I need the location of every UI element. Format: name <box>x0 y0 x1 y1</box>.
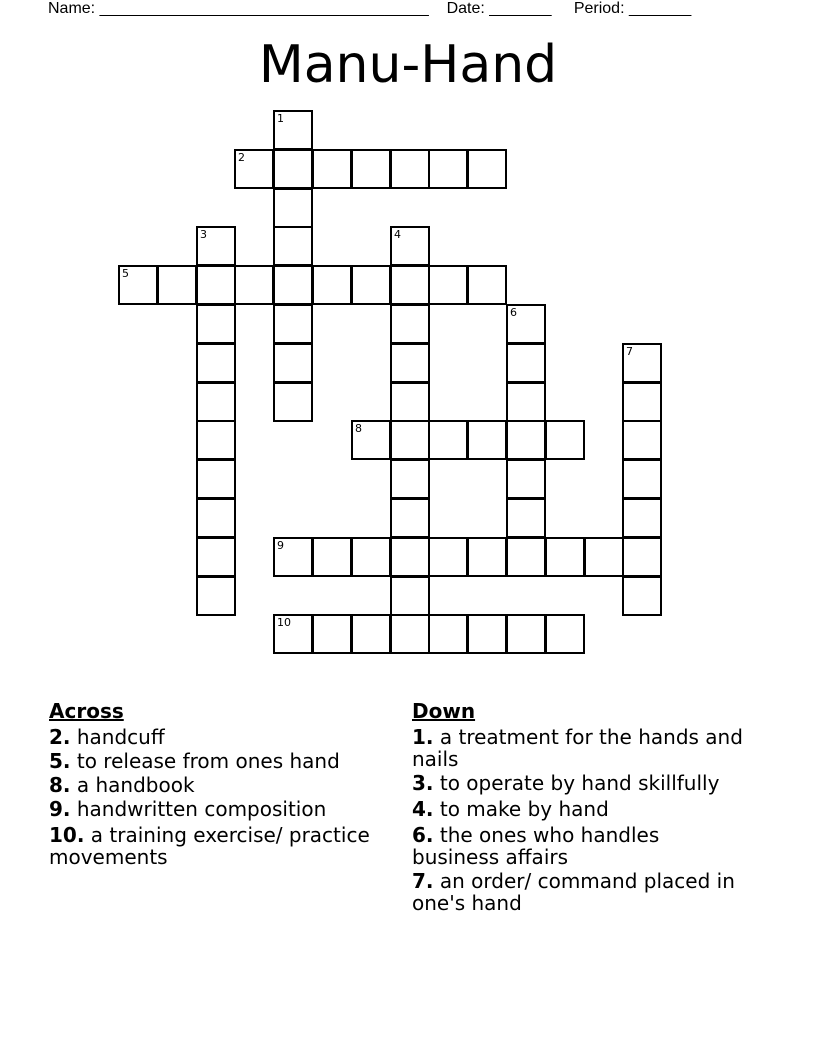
clue-text: handwritten composition <box>76 797 327 821</box>
grid-cell[interactable] <box>622 420 662 460</box>
grid-cell[interactable] <box>622 576 662 616</box>
grid-cell[interactable] <box>273 149 313 189</box>
grid-cell[interactable] <box>351 265 391 305</box>
clue-across-5 <box>49 750 389 772</box>
name-field[interactable]: Name: _____________________________________ <box>48 0 429 17</box>
grid-cell[interactable] <box>273 382 313 422</box>
grid-cell[interactable] <box>196 498 236 538</box>
grid-cell[interactable] <box>506 459 546 499</box>
grid-cell[interactable] <box>196 226 236 266</box>
clue-across-9 <box>49 798 389 820</box>
cell-number: 4 <box>394 228 401 241</box>
across-heading: Across <box>49 699 124 723</box>
grid-cell[interactable] <box>196 343 236 383</box>
grid-cell[interactable] <box>506 304 546 344</box>
grid-cell[interactable] <box>428 265 468 305</box>
cell-number: 2 <box>238 151 245 164</box>
clue-text: an order/ command placed in one's hand <box>412 869 735 915</box>
down-clues <box>412 700 752 916</box>
grid-cell[interactable] <box>428 537 468 577</box>
grid-cell[interactable] <box>390 459 430 499</box>
across-clues <box>49 700 389 870</box>
grid-cell[interactable] <box>545 420 585 460</box>
grid-cell[interactable] <box>351 537 391 577</box>
grid-cell[interactable] <box>390 149 430 189</box>
grid-cell[interactable] <box>467 537 507 577</box>
clue-down-7 <box>412 870 752 914</box>
grid-cell[interactable] <box>622 382 662 422</box>
cell-number: 6 <box>510 306 517 319</box>
grid-cell[interactable] <box>390 614 430 654</box>
grid-cell[interactable] <box>390 498 430 538</box>
grid-cell[interactable] <box>506 382 546 422</box>
grid-cell[interactable] <box>545 614 585 654</box>
grid-cell[interactable] <box>545 537 585 577</box>
grid-cell[interactable] <box>390 576 430 616</box>
grid-cell[interactable] <box>467 614 507 654</box>
grid-cell[interactable] <box>196 265 236 305</box>
cell-number: 5 <box>122 267 129 280</box>
grid-cell[interactable] <box>196 382 236 422</box>
grid-cell[interactable] <box>196 576 236 616</box>
header-line <box>48 0 691 20</box>
grid-cell[interactable] <box>390 226 430 266</box>
grid-cell[interactable] <box>273 537 313 577</box>
grid-cell[interactable] <box>467 420 507 460</box>
clue-number: 3. <box>412 771 434 795</box>
page-title: Manu-Hand <box>258 35 558 95</box>
date-field[interactable]: Date: _______ <box>446 0 552 17</box>
grid-cell[interactable] <box>428 149 468 189</box>
grid-cell[interactable] <box>196 459 236 499</box>
grid-cell[interactable] <box>351 149 391 189</box>
clue-down-4 <box>412 798 752 820</box>
clue-number: 5. <box>49 749 71 773</box>
grid-cell[interactable] <box>273 343 313 383</box>
grid-cell[interactable] <box>506 537 546 577</box>
grid-cell[interactable] <box>428 420 468 460</box>
clue-number: 8. <box>49 773 71 797</box>
grid-cell[interactable] <box>351 614 391 654</box>
grid-cell[interactable] <box>273 188 313 228</box>
grid-cell[interactable] <box>390 420 430 460</box>
grid-cell[interactable] <box>234 265 274 305</box>
clue-down-1 <box>412 726 752 770</box>
grid-cell[interactable] <box>428 614 468 654</box>
clue-across-2 <box>49 726 389 748</box>
clue-down-3 <box>412 772 752 794</box>
cell-number: 9 <box>277 539 284 552</box>
grid-cell[interactable] <box>506 498 546 538</box>
grid-cell[interactable] <box>622 343 662 383</box>
clue-number: 4. <box>412 797 434 821</box>
clue-text: to release from ones hand <box>76 749 340 773</box>
grid-cell[interactable] <box>467 265 507 305</box>
clue-number: 10. <box>49 823 85 847</box>
grid-cell[interactable] <box>273 304 313 344</box>
grid-cell[interactable] <box>196 304 236 344</box>
clue-across-8 <box>49 774 389 796</box>
cell-number: 3 <box>200 228 207 241</box>
cell-number: 8 <box>355 422 362 435</box>
grid-cell[interactable] <box>467 149 507 189</box>
grid-cell[interactable] <box>196 537 236 577</box>
grid-cell[interactable] <box>351 420 391 460</box>
clue-text: a treatment for the hands and nails <box>412 725 743 771</box>
grid-cell[interactable] <box>390 265 430 305</box>
down-heading: Down <box>412 699 476 723</box>
grid-cell[interactable] <box>157 265 197 305</box>
clue-number: 9. <box>49 797 71 821</box>
period-field[interactable]: Period: _______ <box>573 0 692 17</box>
grid-cell[interactable] <box>622 498 662 538</box>
grid-cell[interactable] <box>273 614 313 654</box>
cell-number: 10 <box>277 616 291 629</box>
cell-number: 1 <box>277 112 284 125</box>
grid-cell[interactable] <box>622 459 662 499</box>
grid-cell[interactable] <box>390 304 430 344</box>
grid-cell[interactable] <box>312 265 352 305</box>
clue-down-6 <box>412 824 752 868</box>
clue-number: 7. <box>412 869 434 893</box>
cell-number: 7 <box>626 345 633 358</box>
clue-text: to operate by hand skillfully <box>439 771 720 795</box>
clue-number: 2. <box>49 725 71 749</box>
clue-text: a handbook <box>76 773 195 797</box>
grid-cell[interactable] <box>506 343 546 383</box>
clue-text: handcuff <box>76 725 165 749</box>
grid-cell[interactable] <box>312 537 352 577</box>
grid-cell[interactable] <box>273 110 313 150</box>
grid-cell[interactable] <box>118 265 158 305</box>
clue-across-10 <box>49 824 389 868</box>
grid-cell[interactable] <box>506 614 546 654</box>
grid-cell[interactable] <box>234 149 274 189</box>
grid-cell[interactable] <box>390 343 430 383</box>
grid-cell[interactable] <box>312 149 352 189</box>
grid-cell[interactable] <box>312 614 352 654</box>
clue-number: 6. <box>412 823 434 847</box>
clue-number: 1. <box>412 725 434 749</box>
grid-cell[interactable] <box>390 382 430 422</box>
clue-text: the ones who handles business affairs <box>412 823 660 869</box>
grid-cell[interactable] <box>584 537 624 577</box>
grid-cell[interactable] <box>506 420 546 460</box>
grid-cell[interactable] <box>196 420 236 460</box>
clue-text: a training exercise/ practice movements <box>49 823 370 869</box>
grid-cell[interactable] <box>390 537 430 577</box>
grid-cell[interactable] <box>273 265 313 305</box>
grid-cell[interactable] <box>622 537 662 577</box>
clue-text: to make by hand <box>439 797 609 821</box>
grid-cell[interactable] <box>273 226 313 266</box>
